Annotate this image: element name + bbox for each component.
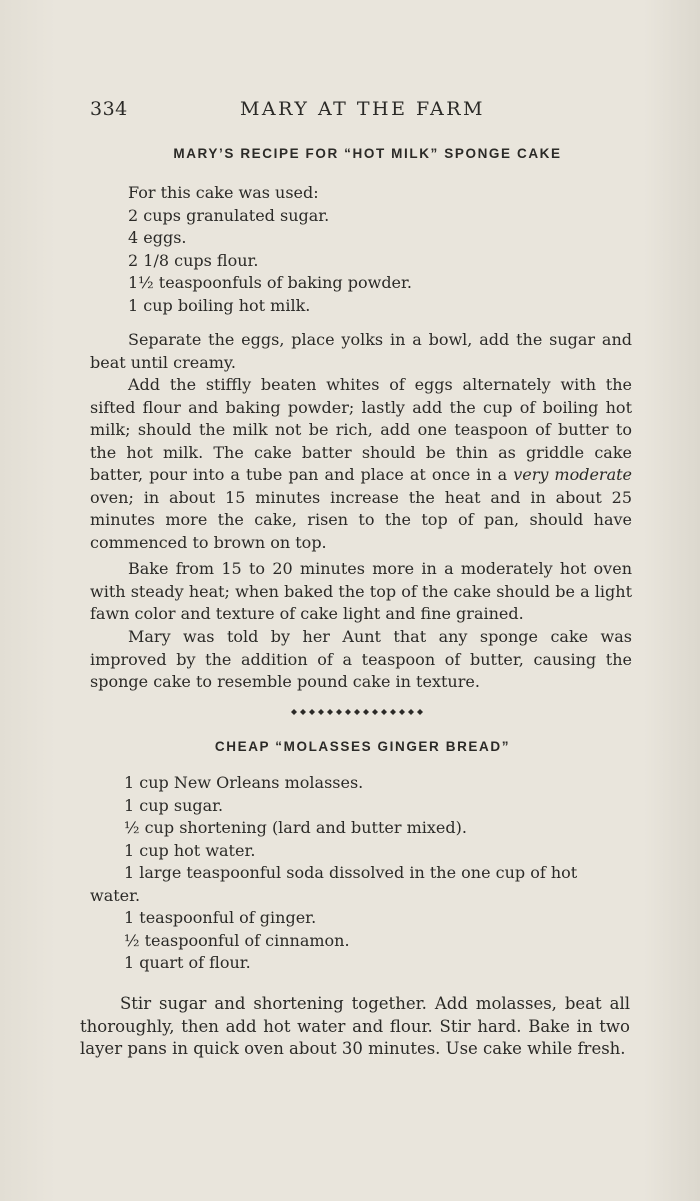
ingredient-line: For this cake was used: (128, 183, 319, 202)
ingredient-line: 1 cup New Orleans molasses. (124, 773, 364, 792)
ginger-bread-ingredients (90, 772, 578, 975)
ingredient-line: 1 cup boiling hot milk. (128, 295, 311, 315)
sponge-cake-paragraph-2 (90, 374, 632, 554)
ingredient-line: 4 eggs. (128, 228, 187, 247)
ingredient-line: ½ cup shortening (lard and butter mixed). (124, 818, 467, 837)
ingredient-line: 1 cup hot water. (124, 840, 256, 860)
ornament-divider (287, 706, 427, 718)
emphasis-text: very moderate (513, 465, 633, 484)
ingredient-line: 1 quart of flour. (124, 953, 251, 972)
paragraph-text: oven; in about 15 minutes increase the heat and in about 25 minutes more the cake, risen to the top of pan, should have commenced to brown on top. (90, 487, 632, 552)
running-title: MARY AT THE FARM (239, 98, 486, 120)
recipe-title-ginger-bread: CHEAP “MOLASSES GINGER BREAD” (214, 739, 511, 754)
sponge-cake-paragraph-4: Mary was told by her Aunt that any sponge cake was improved by the addition of a teaspoon of butter, causing the sponge cake to resemble pound cake in texture. (90, 627, 632, 691)
ingredient-line: 1 teaspoonful of ginger. (124, 908, 317, 927)
recipe-title-sponge-cake: MARY’S RECIPE FOR “HOT MILK” SPONGE CAKE (173, 146, 562, 161)
ingredient-line-wrap: water. (90, 885, 141, 905)
ingredient-line: 2 cups granulated sugar. (128, 205, 330, 225)
ingredient-line: 1 large teaspoonful soda dissolved in the one cup of hot (124, 863, 578, 882)
ingredient-line: ½ teaspoonful of cinnamon. (124, 930, 350, 950)
ingredient-line: 1 cup sugar. (124, 795, 224, 815)
paragraph-text: Add the stiffly beaten whites of eggs alternately with the sifted flour and baking powder; lastly add the cup of boiling hot milk; should the milk not be rich, add one teaspoon of butter to the hot milk. The cake batter should be thin as griddle cake batter, pour into a tube pan and place at once in a (90, 375, 632, 484)
ginger-bread-method: Stir sugar and shortening together. Add molasses, beat all thoroughly, then add hot water and flour. Stir hard. Bake in two layer pans in quick oven about 30 minutes. Use cake while fresh. (80, 994, 630, 1058)
sponge-cake-paragraph-3: Bake from 15 to 20 minutes more in a moderately hot oven with steady heat; when baked the top of the cake should be a light fawn color and texture of cake light and fine grained. (90, 559, 632, 623)
sponge-cake-ingredients (128, 182, 412, 317)
sponge-cake-paragraph-1: Separate the eggs, place yolks in a bowl, add the sugar and beat until creamy. (90, 330, 632, 372)
page-number: 334 (90, 98, 128, 120)
ingredient-line: 1½ teaspoonfuls of baking powder. (128, 273, 412, 292)
page-header (90, 98, 635, 128)
ingredient-line: 2 1/8 cups flour. (128, 250, 259, 270)
